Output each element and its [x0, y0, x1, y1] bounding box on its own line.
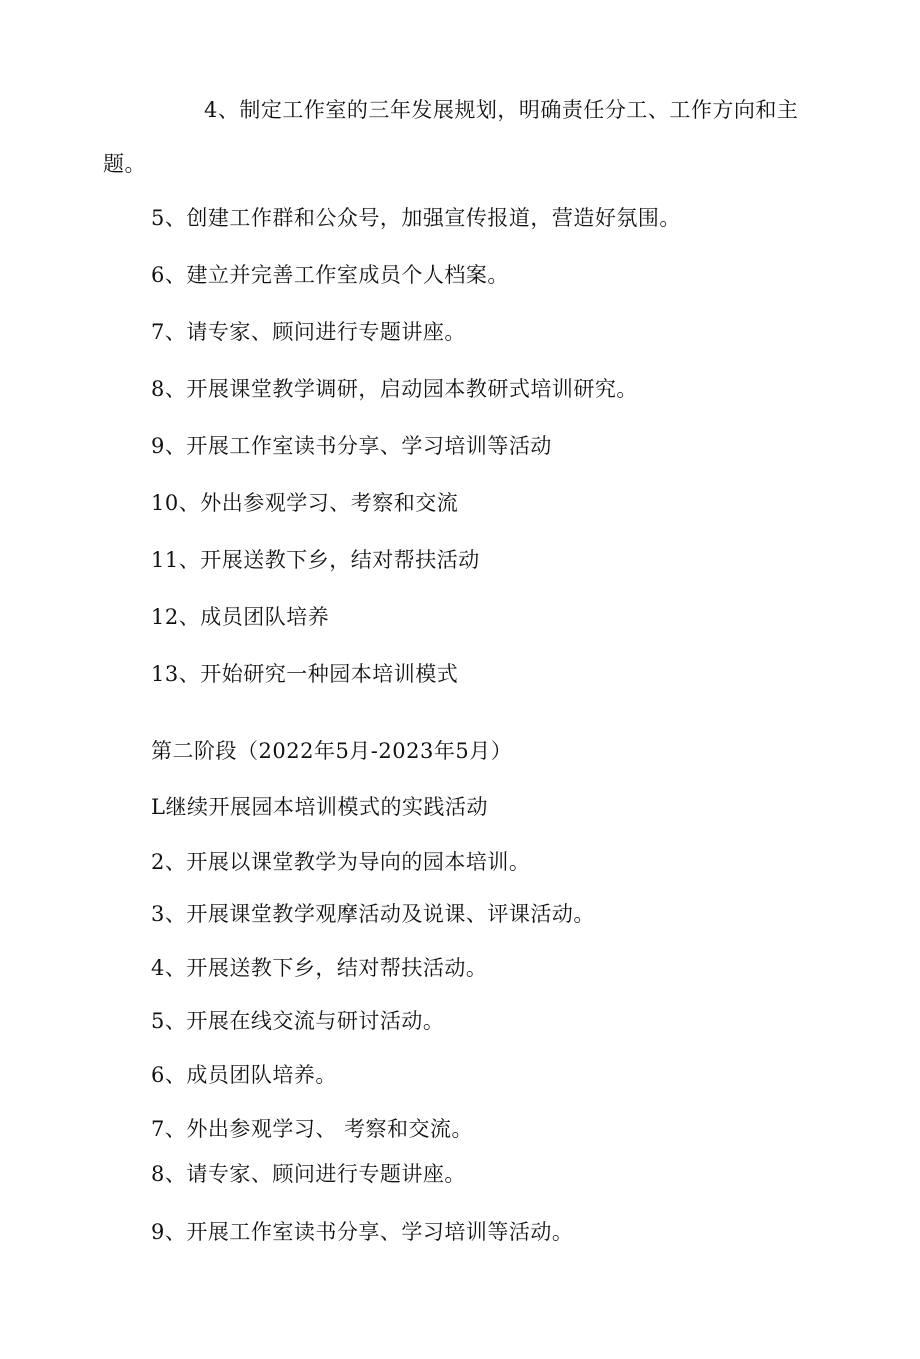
stage1-item-11: 11、开展送教下乡，结对帮扶活动: [151, 548, 480, 572]
stage1-item-4: 4、制定工作室的三年发展规划，明确责任分工、工作方向和主: [204, 98, 799, 122]
stage2-item-7: 7、外出参观学习、 考察和交流。: [151, 1117, 474, 1141]
stage2-item-2: 2、开展以课堂教学为导向的园本培训。: [151, 850, 531, 874]
stage2-item-6: 6、成员团队培养。: [151, 1063, 337, 1087]
stage1-item-7: 7、请专家、顾问进行专题讲座。: [151, 320, 466, 344]
stage1-item-4-continuation: 题。: [103, 152, 146, 176]
stage1-item-6: 6、建立并完善工作室成员个人档案。: [151, 263, 509, 287]
stage2-heading: 第二阶段（2022年5月-2023年5月）: [151, 739, 513, 763]
stage1-item-13: 13、开始研究一种园本培训模式: [151, 662, 459, 686]
stage1-item-12: 12、成员团队培养: [151, 605, 330, 629]
stage2-item-4: 4、开展送教下乡，结对帮扶活动。: [151, 956, 488, 980]
stage1-item-10: 10、外出参观学习、考察和交流: [151, 491, 459, 515]
stage2-item-9: 9、开展工作室读书分享、学习培训等活动。: [151, 1220, 574, 1244]
stage1-item-9: 9、开展工作室读书分享、学习培训等活动: [151, 434, 552, 458]
stage2-item-5: 5、开展在线交流与研讨活动。: [151, 1009, 445, 1033]
stage1-item-5: 5、创建工作群和公众号，加强宣传报道，营造好氛围。: [151, 206, 681, 230]
stage2-item-3: 3、开展课堂教学观摩活动及说课、评课活动。: [151, 902, 595, 926]
stage2-item-8: 8、请专家、顾问进行专题讲座。: [151, 1162, 466, 1186]
stage2-item-1: L继续开展园本培训模式的实践活动: [151, 795, 488, 819]
stage1-item-8: 8、开展课堂教学调研，启动园本教研式培训研究。: [151, 377, 638, 401]
